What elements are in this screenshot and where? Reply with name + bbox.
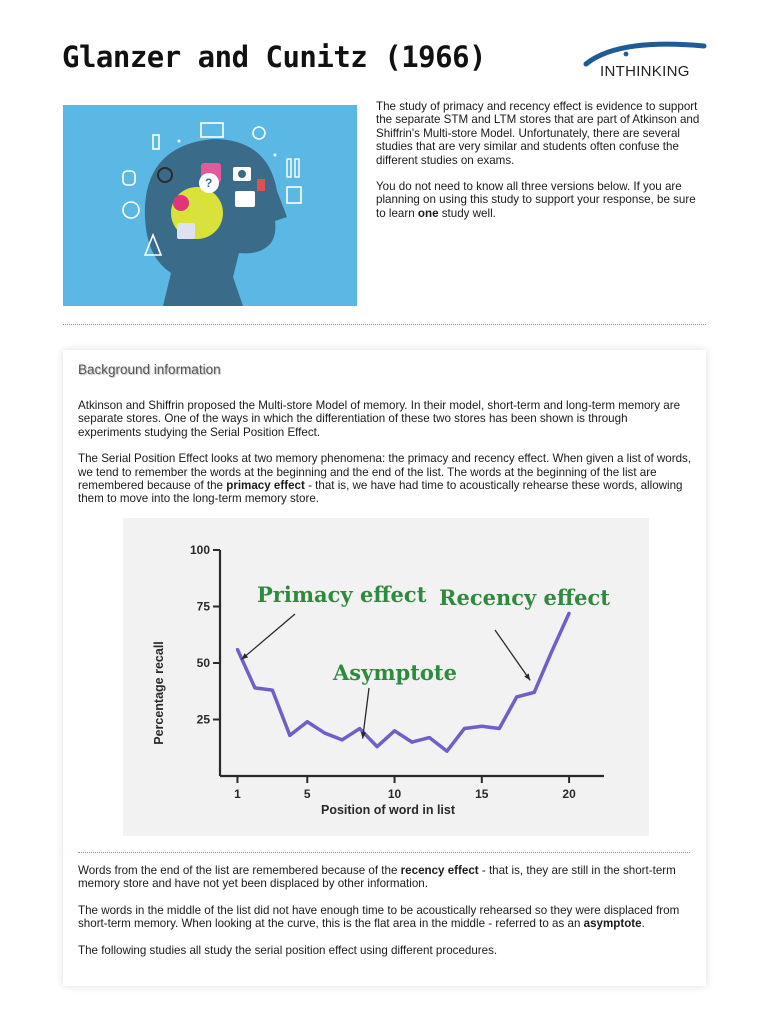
logo-text: INTHINKING: [600, 63, 690, 80]
x-tick-label: 10: [387, 787, 402, 801]
intro-paragraph-2: You do not need to know all three versions below. If you are planning on using this study to support your response, be sure to learn one study well.: [376, 180, 696, 220]
recall-point: [515, 695, 518, 698]
logo-swoosh-icon: [578, 38, 708, 82]
y-tick-label: 100: [189, 543, 210, 557]
annotation-label: Recency effect: [439, 585, 610, 610]
recall-point: [463, 727, 466, 730]
recall-point: [480, 725, 483, 728]
recall-point: [410, 741, 413, 744]
hero-illustration: [63, 105, 357, 306]
chart-divider: [78, 852, 690, 853]
x-tick-label: 5: [303, 787, 311, 801]
background-heading: Background information: [78, 362, 221, 377]
background-paragraph-3: Words from the end of the list are remembered because of the recency effect - that is, they are still in the short-term memory store and have not yet been displaced by other information.: [78, 864, 676, 891]
recall-point: [323, 731, 326, 734]
recall-point: [358, 727, 361, 730]
y-axis-label: Percentage recall: [152, 641, 166, 745]
pencil-icon: [287, 159, 291, 177]
annotation-label: Asymptote: [333, 660, 457, 685]
annotation-arrow: [495, 630, 530, 680]
recall-point: [550, 650, 553, 653]
y-tick-label: 50: [196, 656, 210, 670]
recall-point: [498, 727, 501, 730]
svg-text:?: ?: [205, 176, 213, 190]
background-paragraph-5: The following studies all study the serial position effect using different procedures.: [78, 943, 498, 957]
recall-point: [533, 691, 536, 694]
recall-point: [375, 745, 378, 748]
x-tick-label: 15: [475, 787, 489, 801]
annotation-label: Primacy effect: [257, 582, 427, 607]
background-text-bottom: [78, 864, 693, 970]
recall-point: [253, 686, 256, 689]
serial-position-chart: [123, 518, 649, 836]
y-tick-label: 75: [196, 599, 210, 614]
inthinking-logo: [578, 38, 708, 82]
background-text-top: [78, 399, 693, 519]
recall-point: [445, 750, 448, 753]
recall-point: [341, 738, 344, 741]
lightbulb-icon: [253, 127, 265, 139]
intro-paragraph-1: The study of primacy and recency effect is evidence to support the separate STM and LTM stores that are part of Atkinson and Shiffrin's Multi-store Model. Unfortunately, there are several studies that are very similar and students often confuse the different studies on exams.: [376, 100, 700, 167]
x-tick-label: 20: [562, 787, 576, 801]
recall-point: [428, 736, 431, 739]
microscope-icon: [153, 135, 159, 149]
document-icon: [287, 187, 301, 203]
background-paragraph-4: The words in the middle of the list did not have enough time to be acoustically rehearsed so they were displaced from short-term memory. When looking at the curve, this is the flat area in the middle - referred to as an asymptote.: [78, 903, 680, 931]
serial-position-chart-svg: [123, 518, 649, 836]
background-paragraph-1: Atkinson and Shiffrin proposed the Multi-store Model of memory. In their model, short-term and long-term memory are separate stores. One of the ways in which the differentiation of these two stores has been shown is through experiments studying the Serial Position Effect.: [78, 399, 681, 439]
background-paragraph-2: The Serial Position Effect looks at two memory phenomena: the primacy and recency effect. When given a list of words, we tend to remember the words at the beginning and the end of the list. The words at the beginning of the list are remembered because of the primacy effect - that is, we have had time to acoustically rehearse these words, allowing them to move into the long-term memory store.: [78, 452, 692, 506]
background-card: [63, 350, 706, 986]
intro-text: [376, 100, 706, 233]
recall-point: [567, 612, 570, 615]
recall-point: [236, 648, 239, 651]
clock-icon: [123, 202, 139, 218]
x-tick-label: 1: [234, 787, 241, 801]
x-axis-label: Position of word in list: [320, 803, 456, 817]
recall-point: [393, 729, 396, 732]
microphone-icon: [123, 171, 135, 185]
annotation-arrowhead: [524, 674, 530, 681]
section-divider: [63, 324, 706, 325]
page-title: Glanzer and Cunitz (1966): [62, 40, 486, 74]
recall-point: [271, 689, 274, 692]
book-icon: [201, 123, 223, 137]
recall-point: [288, 734, 291, 737]
recall-point: [306, 720, 309, 723]
annotation-arrow: [363, 688, 369, 739]
y-tick-label: 25: [196, 712, 210, 727]
annotation-arrow: [241, 614, 295, 659]
